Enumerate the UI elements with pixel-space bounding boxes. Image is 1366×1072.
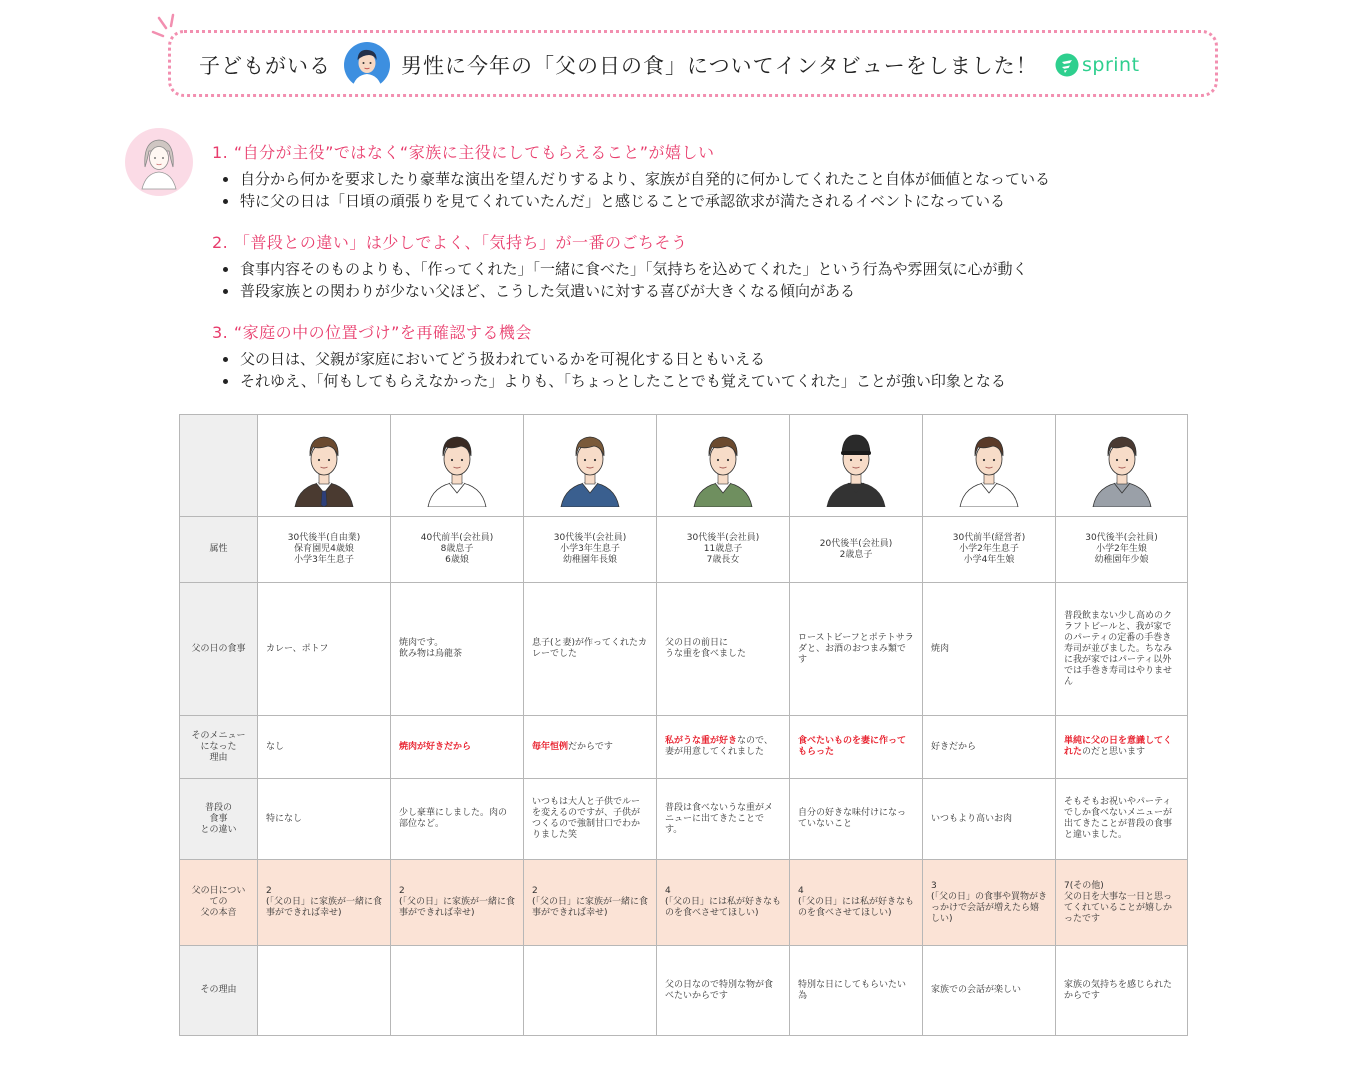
row-header: 父の日につい ての 父の本音 — [180, 860, 258, 946]
row-header: 普段の 食事 との違い — [180, 779, 258, 860]
table-row-meal — [180, 583, 1188, 716]
attr-cell: 30代後半(会社員) 11歳息子 7歳長女 — [657, 517, 790, 583]
attr-cell: 20代後半(会社員) 2歳息子 — [790, 517, 923, 583]
honne-cell: 3 (「父の日」の食事や買物がきっかけで会話が増えたら嬉しい) — [923, 860, 1056, 946]
why-cell: 父の日なので特別な物が食べたいからです — [657, 946, 790, 1036]
why-cell — [524, 946, 657, 1036]
diff-cell: いつもは大人と子供でルーを変えるのですが、子供がつくるので強制甘口でわかりました笑 — [524, 779, 657, 860]
honne-cell: 2 (「父の日」に家族が一緒に食事ができれば幸せ) — [524, 860, 657, 946]
reason-cell: 私がうな重が好きなので、妻が用意してくれました — [657, 716, 790, 779]
table-row-attr — [180, 517, 1188, 583]
meal-cell: カレー、ポトフ — [258, 583, 391, 716]
table-row-reason — [180, 716, 1188, 779]
banner-title-part2: 男性に今年の「父の日の食」についてインタビューをしました！ — [401, 54, 1038, 78]
avatar-cell — [790, 415, 923, 517]
avatar-cell — [391, 415, 524, 517]
attr-cell: 40代前半(会社員) 8歳息子 6歳娘 — [391, 517, 524, 583]
sprint-logo — [1055, 51, 1140, 79]
reason-cell: 好きだから — [923, 716, 1056, 779]
row-header: その理由 — [180, 946, 258, 1036]
row-header: 父の日の食事 — [180, 583, 258, 716]
diff-cell: 自分の好きな味付けになっていないこと — [790, 779, 923, 860]
honne-cell: 4 (「父の日」には私が好きなものを食べさせてほしい) — [790, 860, 923, 946]
summary-bullet: それゆえ、「何もしてもらえなかった」よりも、「ちょっとしたことでも覚えていてくれた」ことが強い印象となる — [212, 370, 1212, 392]
meal-cell: ローストビーフとポテトサラダと、お酒のおつまみ類です — [790, 583, 923, 716]
table-row-why — [180, 946, 1188, 1036]
man-avatar-icon — [343, 41, 391, 89]
attr-cell: 30代後半(自由業) 保育園児4歳娘 小学3年生息子 — [258, 517, 391, 583]
man-suit-avatar-icon — [283, 425, 365, 507]
brand-name: sprint — [1082, 54, 1140, 76]
avatar-cell — [657, 415, 790, 517]
meal-cell: 普段飲まない少し高めのクラフトビールと、我が家でのパーティの定番の手巻き寿司が並びました。ちなみに我が家ではパーティ以外では手巻き寿司はやりません — [1056, 583, 1188, 716]
woman-avatar-icon — [124, 127, 194, 197]
diff-cell: いつもより高いお肉 — [923, 779, 1056, 860]
honne-cell: 4 (「父の日」には私が好きなものを食べさせてほしい) — [657, 860, 790, 946]
meal-cell: 父の日の前日に うな重を食べました — [657, 583, 790, 716]
summary-point-2 — [212, 230, 1212, 302]
avatar-cell — [258, 415, 391, 517]
honne-cell: 2 (「父の日」に家族が一緒に食事ができれば幸せ) — [391, 860, 524, 946]
diff-cell: 特になし — [258, 779, 391, 860]
man-shirt-avatar-icon — [416, 425, 498, 507]
attr-cell: 30代後半(会社員) 小学3年生息子 幼稚園年長娘 — [524, 517, 657, 583]
why-cell: 家族の気持ちを感じられたからです — [1056, 946, 1188, 1036]
reason-cell: 食べたいものを妻に作ってもらった — [790, 716, 923, 779]
man-white-shirt-avatar-icon — [948, 425, 1030, 507]
why-cell — [258, 946, 391, 1036]
meal-cell: 焼肉 — [923, 583, 1056, 716]
interview-table — [179, 414, 1188, 1036]
summary-point-3 — [212, 320, 1212, 392]
table-row-diff — [180, 779, 1188, 860]
why-cell: 家族での会話が楽しい — [923, 946, 1056, 1036]
meal-cell: 焼肉です。 飲み物は烏龍茶 — [391, 583, 524, 716]
header-banner — [168, 30, 1218, 97]
table-row-avatars — [180, 415, 1188, 517]
summary-bullet: 普段家族との関わりが少ない父ほど、こうした気遣いに対する喜びが大きくなる傾向がある — [212, 280, 1212, 302]
avatar-cell — [1056, 415, 1188, 517]
avatar-cell — [524, 415, 657, 517]
summary-bullet: 特に父の日は「日頃の頑張りを見てくれていたんだ」と感じることで承認欲求が満たされるイベントになっている — [212, 190, 1212, 212]
row-header: そのメニュー になった 理由 — [180, 716, 258, 779]
table-row-honne — [180, 860, 1188, 946]
man-green-shirt-avatar-icon — [682, 425, 764, 507]
diff-cell: 普段は食べないうな重がメニューに出てきたことです。 — [657, 779, 790, 860]
reason-cell: なし — [258, 716, 391, 779]
meal-cell: 息子(と妻)が作ってくれたカレーでした — [524, 583, 657, 716]
man-blue-shirt-avatar-icon — [549, 425, 631, 507]
reason-cell: 毎年恒例だからです — [524, 716, 657, 779]
summary-title: 3. “家庭の中の位置づけ”を再確認する機会 — [212, 323, 532, 342]
attr-cell: 30代前半(経営者) 小学2年生息子 小学4年生娘 — [923, 517, 1056, 583]
why-cell — [391, 946, 524, 1036]
avatar-cell — [923, 415, 1056, 517]
man-cap-avatar-icon — [815, 425, 897, 507]
honne-cell: 7(その他) 父の日を大事な一日と思ってくれていることが嬉しかったです — [1056, 860, 1188, 946]
diff-cell: そもそもお祝いやパーティでしか食べないメニューが出てきたことが普段の食事と違いました。 — [1056, 779, 1188, 860]
summary-bullet: 食事内容そのものよりも、「作ってくれた」「一緒に食べた」「気持ちを込めてくれた」という行為や雰囲気に心が動く — [212, 258, 1212, 280]
reason-cell: 焼肉が好きだから — [391, 716, 524, 779]
row-header: 属性 — [180, 517, 258, 583]
man-gray-shirt-avatar-icon — [1081, 425, 1163, 507]
honne-cell: 2 (「父の日」に家族が一緒に食事ができれば幸せ) — [258, 860, 391, 946]
summary-bullet: 自分から何かを要求したり豪華な演出を望んだりするより、家族が自発的に何かしてくれたこと自体が価値となっている — [212, 168, 1212, 190]
banner-title-part1: 子どもがいる — [199, 54, 331, 78]
summary-title: 1. “自分が主役”ではなく“家族に主役にしてもらえること”が嬉しい — [212, 143, 715, 162]
diff-cell: 少し豪華にしました。肉の部位など。 — [391, 779, 524, 860]
summary-bullet: 父の日は、父親が家庭においてどう扱われているかを可視化する日ともいえる — [212, 348, 1212, 370]
why-cell: 特別な日にしてもらいたい為 — [790, 946, 923, 1036]
summary-title: 2. 「普段との違い」は少しでよく、「気持ち」が一番のごちそう — [212, 233, 688, 252]
corner-cell — [180, 415, 258, 517]
summary-point-1 — [212, 140, 1212, 212]
attr-cell: 30代後半(会社員) 小学2年生娘 幼稚園年少娘 — [1056, 517, 1188, 583]
sprint-logo-icon — [1055, 53, 1079, 77]
reason-cell: 単純に父の日を意識してくれたのだと思います — [1056, 716, 1188, 779]
